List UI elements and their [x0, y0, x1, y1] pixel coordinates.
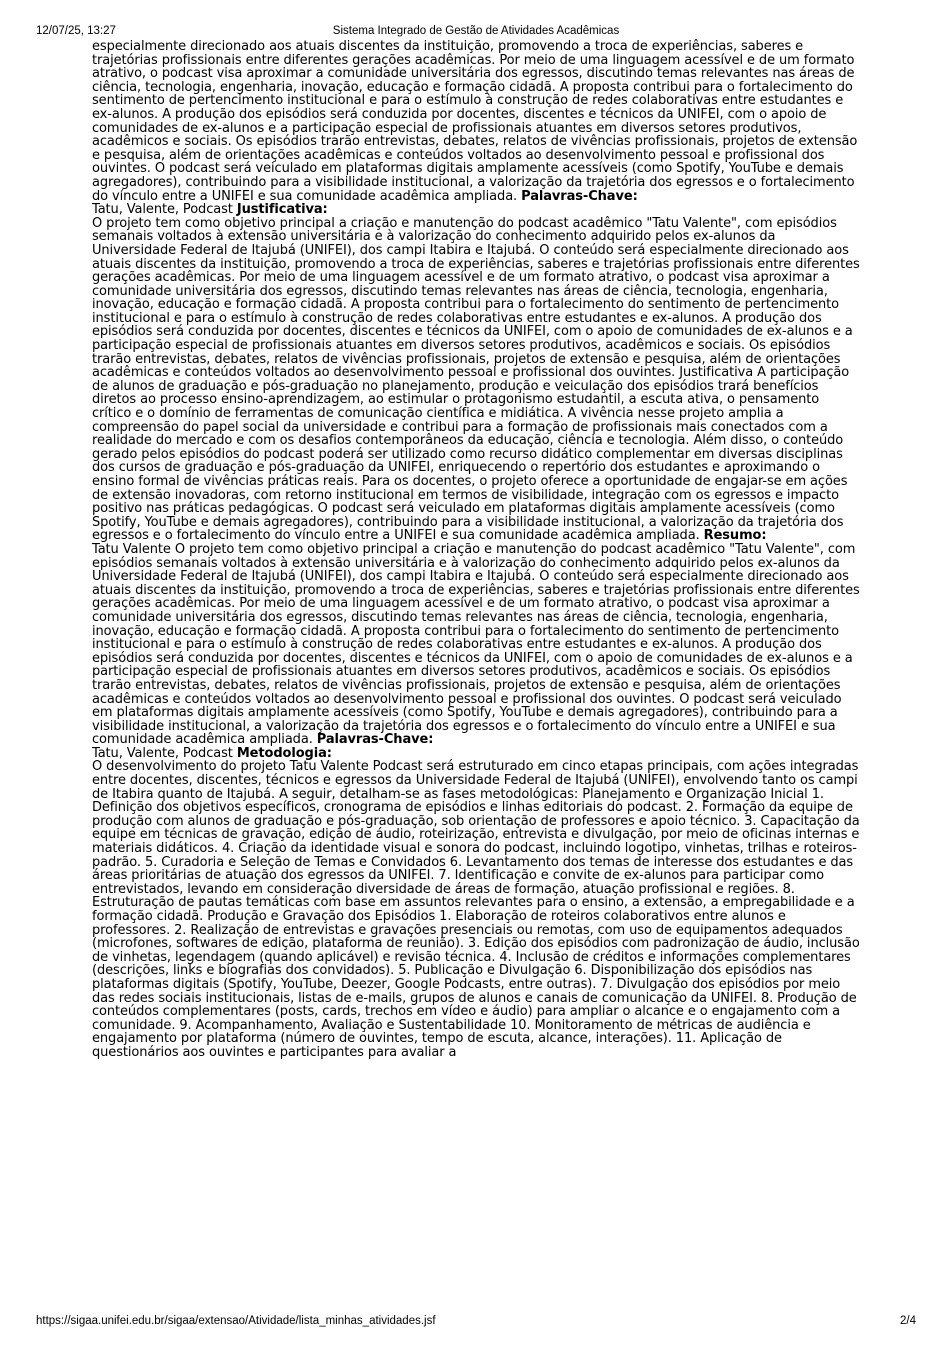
print-footer [36, 1315, 916, 1329]
resumo-row [92, 543, 860, 747]
keywords-row [92, 203, 860, 217]
activity-details [92, 40, 860, 1060]
intro-text: especialmente direcionado aos atuais discentes da instituição, promovendo a troca de experiências, saberes e trajetórias profissionais entre diferentes gerações acadêmicas. Por meio de uma linguagem acessível e de um formato atrativo, o podcast visa aproximar a comunidade universitária dos egressos, discutindo temas relevantes nas áreas de ciência, tecnologia, engenharia, inovação, educação e formação cidadã. A proposta contribui para o fortalecimento do sentimento de pertencimento institucional e para o estímulo à construção de redes colaborativas entre estudantes e ex-alunos. A produção dos episódios será conduzida por docentes, discentes e técnicos da UNIFEI, com o apoio de comunidades de ex-alunos e a participação especial de profissionais atuantes em diversos setores produtivos, acadêmicos e sociais. Os episódios trarão entrevistas, debates, relatos de vivências profissionais, projetos de extensão e pesquisa, além de orientações acadêmicas e conteúdos voltados ao desenvolvimento pessoal e profissional dos ouvintes. O podcast será veiculado em plataformas digitais amplamente acessíveis (como Spotify, YouTube e demais agregadores), contribuindo para a visibilidade institucional, a valorização da trajetória dos egressos e o fortalecimento do vínculo entre a UNIFEI e sua comunidade acadêmica ampliada. [92, 39, 858, 204]
resumo-text: Tatu Valente O projeto tem como objetivo principal a criação e manutenção do podcast acadêmico "Tatu Valente", com episódios semanais voltados à extensão universitária e à valorização do conhecimento adquirido pelos ex-alunos da Universidade Federal de Itajubá (UNIFEI), dos campi Itabira e Itajubá. O conteúdo será especialmente direcionado aos atuais discentes da instituição, promovendo a troca de experiências, saberes e trajetórias profissionais entre diferentes gerações acadêmicas. Por meio de uma linguagem acessível e de um formato atrativo, o podcast visa aproximar a comunidade universitária dos egressos, discutindo temas relevantes nas áreas de ciência, tecnologia, engenharia, inovação, educação e formação cidadã. A proposta contribui para o fortalecimento do sentimento de pertencimento institucional e para o estímulo à construção de redes colaborativas entre estudantes e ex-alunos. A produção dos episódios será conduzida por docentes, discentes e técnicos da UNIFEI, com o apoio de comunidades de ex-alunos e a participação especial de profissionais atuantes em diversos setores produtivos, acadêmicos e sociais. Os episódios trarão entrevistas, debates, relatos de vivências profissionais, projetos de extensão e pesquisa, além de orientações acadêmicas e conteúdos voltados ao desenvolvimento pessoal e profissional dos ouvintes. O podcast será veiculado em plataformas digitais amplamente acessíveis (como Spotify, YouTube e demais agregadores), contribuindo para a visibilidade institucional, a valorização da trajetória dos egressos e o fortalecimento do vínculo entre a UNIFEI e sua comunidade acadêmica ampliada. [92, 541, 860, 748]
print-header [36, 25, 916, 39]
keywords-value: Tatu, Valente, Podcast [92, 745, 233, 761]
metodologia-label: Metodologia: [236, 745, 332, 761]
resumo-label: Resumo: [703, 528, 767, 544]
print-timestamp: 12/07/25, 13:27 [36, 25, 116, 37]
keywords-label: Palavras-Chave: [521, 188, 638, 204]
resumo-continuation [92, 40, 860, 203]
keywords-value: Tatu, Valente, Podcast [92, 202, 233, 218]
justificativa-label: Justificativa: [236, 202, 328, 218]
print-url: https://sigaa.unifei.edu.br/sigaa/extensao/Atividade/lista_minhas_atividades.jsf [36, 1315, 436, 1327]
metodologia-row [92, 760, 860, 1059]
justificativa-row [92, 217, 860, 543]
print-page-title: Sistema Integrado de Gestão de Atividades Acadêmicas [332, 25, 620, 37]
keywords-label: Palavras-Chave: [316, 732, 434, 748]
metodologia-text: O desenvolvimento do projeto Tatu Valente Podcast será estruturado em cinco etapas principais, com ações integradas entre docentes, discentes, técnicos e egressos da Universidade Federal de Itajubá (UNIFEI), envolvendo tanto os campi de Itabira quanto de Itajubá. A seguir, detalham-se as fases metodológicas: Planejamento e Organização Inicial 1. Definição dos objetivos específicos, cronograma de episódios e linhas editoriais do podcast. 2. Formação da equipe de produção com alunos de graduação e pós-graduação, sob orientação de professores e apoio técnico. 3. Capacitação da equipe em técnicas de gravação, edição de áudio, roteirização, entrevista e divulgação, por meio de oficinas internas e materiais didáticos. 4. Criação da identidade visual e sonora do podcast, incluindo logotipo, vinhetas, trilhas e roteiros-padrão. 5. Curadoria e Seleção de Temas e Convidados 6. Levantamento dos temas de interesse dos estudantes e das áreas prioritárias de atuação dos egressos da UNIFEI. 7. Identificação e convite de ex-alunos para participar como entrevistados, levando em consideração diversidade de áreas de formação, atuação profissional e regiões. 8. Estruturação de pautas temáticas com base em assuntos relevantes para o ensino, a extensão, a empregabilidade e a formação cidadã. Produção e Gravação dos Episódios 1. Elaboração de roteiros colaborativos entre alunos e professores. 2. Realização de entrevistas e gravações presenciais ou remotas, com uso de equipamentos adequados (microfones, softwares de edição, plataforma de reunião). 3. Edição dos episódios com padronização de áudio, inclusão de vinhetas, legendagem (quando aplicável) e revisão técnica. 4. Inclusão de créditos e informações complementares (descrições, links e biografias dos convidados). 5. Publicação e Divulgação 6. Disponibilização dos episódios nas plataformas digitais (Spotify, YouTube, Deezer, Google Podcasts, entre outras). 7. Divulgação dos episódios por meio das redes sociais institucionais, listas de e-mails, grupos de alunos e canais de comunicação da UNIFEI. 8. Produção de conteúdos complementares (posts, cards, trechos em vídeo e áudio) para ampliar o alcance e o engajamento com a comunidade. 9. Acompanhamento, Avaliação e Sustentabilidade 10. Monitoramento de métricas de audiência e engajamento por plataforma (número de ouvintes, tempo de escuta, alcance, interações). 11. Aplicação de questionários aos ouvintes e participantes para avaliar a [92, 759, 860, 1060]
keywords-row [92, 747, 860, 761]
page-number: 2/4 [900, 1315, 916, 1327]
justificativa-text: O projeto tem como objetivo principal a criação e manutenção do podcast acadêmico "Tatu Valente", com episódios semanais voltados à extensão universitária e à valorização do conhecimento adquirido pelos ex-alunos da Universidade Federal de Itajubá (UNIFEI), dos campi Itabira e Itajubá. O conteúdo será especialmente direcionado aos atuais discentes da instituição, promovendo a troca de experiências, saberes e trajetórias profissionais entre diferentes gerações acadêmicas. Por meio de uma linguagem acessível e de um formato atrativo, o podcast visa aproximar a comunidade universitária dos egressos, discutindo temas relevantes nas áreas de ciência, tecnologia, engenharia, inovação, educação e formação cidadã. A proposta contribui para o fortalecimento do sentimento de pertencimento institucional e para o estímulo à construção de redes colaborativas entre estudantes e ex-alunos. A produção dos episódios será conduzida por docentes, discentes e técnicos da UNIFEI, com o apoio de comunidades de ex-alunos e a participação especial de profissionais atuantes em diversos setores produtivos, acadêmicos e sociais. Os episódios trarão entrevistas, debates, relatos de vivências profissionais, projetos de extensão e pesquisa, além de orientações acadêmicas e conteúdos voltados ao desenvolvimento pessoal e profissional dos ouvintes. Justificativa A participação de alunos de graduação e pós-graduação no planejamento, produção e veiculação dos episódios trará benefícios diretos ao processo ensino-aprendizagem, ao estimular o protagonismo estudantil, a escuta ativa, o pensamento crítico e o domínio de ferramentas de comunicação científica e midiática. A vivência nesse projeto amplia a compreensão do papel social da universidade e contribui para a formação de profissionais mais conectados com a realidade do mercado e com os desafios contemporâneos da educação, ciência e tecnologia. Além disso, o conteúdo gerado pelos episódios do podcast poderá ser utilizado como recurso didático complementar em diversas disciplinas dos cursos de graduação e pós-graduação da UNIFEI, enriquecendo o repertório dos estudantes e aproximando o ensino formal de vivências práticas reais. Para os docentes, o projeto oferece a oportunidade de engajar-se em ações de extensão inovadoras, com retorno institucional em termos de visibilidade, integração com os egressos e impacto positivo nas práticas pedagógicas. O podcast será veiculado em plataformas digitais amplamente acessíveis (como Spotify, YouTube e demais agregadores), contribuindo para a visibilidade institucional, a valorização da trajetória dos egressos e o fortalecimento do vínculo entre a UNIFEI e sua comunidade acadêmica ampliada. [92, 215, 860, 544]
